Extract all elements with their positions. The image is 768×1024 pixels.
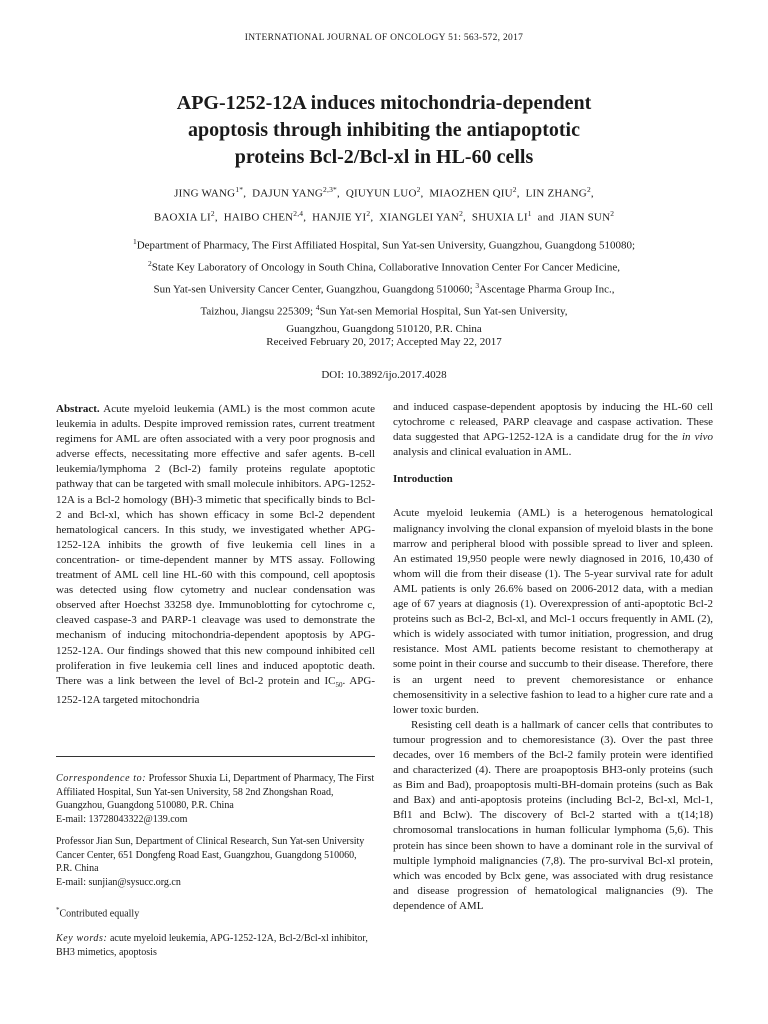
author-affil-mark: 2 — [610, 208, 615, 218]
author: QIUYUN LUO — [345, 187, 417, 200]
affil-mark: 3 — [475, 280, 480, 290]
title-line: APG-1252-12A induces mitochondria-dependent — [176, 92, 592, 114]
contribution-note — [56, 904, 375, 921]
author-affil-mark: 2 — [416, 185, 421, 194]
affiliation-line — [60, 277, 708, 299]
doi[interactable]: DOI: 10.3892/ijo.2017.4028 — [321, 369, 447, 381]
keywords-label: Key words: — [56, 933, 108, 944]
abstract-cont-b: analysis and clinical evaluation in AML. — [393, 446, 572, 459]
affiliation-text: Guangzhou, Guangdong 510120, P.R. China — [286, 323, 482, 336]
contrib-mark: * — [56, 906, 60, 914]
title-line: proteins Bcl-2/Bcl-xl in HL-60 cells — [234, 146, 534, 168]
author: JING WANG — [174, 187, 236, 200]
abstract-text: Acute myeloid leukemia (AML) is the most common acute leukemia in adults. Despite improved remission rates, current treatment regimens for AML are often associated with a very poor prognosis and adverse effects, necessitating more effective and safer agents. B-cell leukemia/lymphoma 2 (Bcl-2) family proteins regulate apoptotic pathway that can be targeted with small molecule inhibitors. APG-1252-12A is a Bcl-2 homology (BH)-3 mimetic that specifically binds to Bcl-2 and Bcl-xl, which has shown efficacy in some Bcl-2 dependent hematological cancers. In this study, we investigated whether APG-1252-12A inhibits the growth of five leukemia cell lines in a concentration- or time-dependent manner by MTS assay. Following treatment of AML cell line HL-60 with this compound, cell apoptosis was detected using flow cytometry and nuclear condensation was observed after Hoechst 33258 dye. Immunoblotting for cytochrome c, cleaved caspase-3 and PARP-1 cleavage was used to demonstrate the mechanism of inducing mitochondria-dependent apoptosis by APG-1252-12A. Our findings showed that this new compound inhibited cell proliferation in five leukemia cell lines and induced apoptotic death. There was a link between the level of Bcl-2 protein and IC — [56, 403, 375, 687]
intro-paragraph-1: Acute myeloid leukemia (AML) is a heterogenous hematological malignancy involving the clonal expansion of myeloid blasts in the bone marrow and peripheral blood with possible spread to liver and spleen. An estimated 19,950 people were newly diagnosed in 2016, 10,430 of whom will die from their disease (1). The 5-year survival rate for adult AML patients is only 26.6% based on 2006-2012 data, with a median age of 67 years at diagnosis (1). Overexpression of anti-apoptotic Bcl-2 proteins such as Bcl-2, Bcl-xl, and Mcl-1 occurs frequently in AML (2), which is widely associated with tumor initiation, progression, and drug resistance. Most AML patients become resistant to chemotherapy at some point in their course and succumb to their disease. Therefore, there is an urgent need to prevent chemoresistance or enhance chemosensitivity in a selective fashion to lead to a higher cure rate and a lower toxic burden. — [393, 507, 713, 716]
contribution-text — [56, 904, 375, 921]
title-line: apoptosis through inhibiting the antiapoptotic — [188, 119, 580, 141]
affiliation-text: Ascentage Pharma Group Inc., — [479, 283, 615, 296]
contrib-label: Contributed equally — [59, 908, 140, 920]
author: HANJIE YI — [312, 211, 367, 224]
author-list — [84, 180, 684, 227]
author: XIANGLEI YAN — [379, 211, 460, 224]
author: HAIBO CHEN — [223, 211, 294, 224]
author: SHUXIA LI — [471, 211, 528, 224]
author-conjunction: and — [537, 211, 555, 224]
author: MIAOZHEN QIU — [429, 187, 513, 200]
correspondence2-address: Professor Jian Sun, Department of Clinical Research, Sun Yat-sen University Cancer Center, 651 Dongfeng Road East, Guangzhou, Guangdong 510060, P.R. China — [56, 836, 365, 875]
author-affil-mark: 1 — [527, 208, 532, 218]
author: DAJUN YANG — [252, 187, 324, 200]
journal-header: INTERNATIONAL JOURNAL OF ONCOLOGY 51: 563-572, 2017 — [244, 33, 524, 43]
abstract-continuation — [393, 400, 713, 460]
author-affil-mark: 2 — [210, 208, 215, 218]
author-affil-mark: 2 — [512, 185, 517, 194]
keywords-note — [56, 932, 375, 959]
affiliation-text: Sun Yat-sen University Cancer Center, Guangzhou, Guangdong 510060; — [153, 283, 476, 296]
correspondence-label: Correspondence to: — [56, 773, 147, 784]
author-line: JING $WANG^{1*}$, DAJUN $YANG^{2,3*}$, QIUYUN LUO$^2$, MIAOZHEN QIU$^2$, LIN ZHANG$^2$, — [174, 185, 594, 200]
affiliation-text: State Key Laboratory of Oncology in South China, Collaborative Innovation Center For Cancer Medicine, — [151, 261, 621, 274]
correspondence-text — [56, 772, 375, 813]
affiliation-line — [60, 299, 708, 321]
author-affil-mark: 2 — [586, 185, 591, 194]
author-affil-mark: 2 — [459, 208, 464, 218]
author-affil-mark: 2,4 — [293, 208, 304, 218]
author-affil-mark: 2 — [366, 208, 371, 218]
correspondence2-email[interactable]: E-mail: sunjian@sysucc.org.cn — [56, 876, 181, 888]
affiliation-line — [60, 255, 708, 277]
keywords-list: acute myeloid leukemia, APG-1252-12A, Bcl-2/Bcl-xl inhibitor, BH3 mimetics, apoptosis — [56, 933, 368, 958]
intro-paragraph-2: Resisting cell death is a hallmark of cancer cells that contributes to tumour progression and to chemoresistance (3). Over the past three decades, over 16 members of the Bcl-2 family protein were identified and characterized (4). There are proapoptosis BH3-only proteins (such as Bim and Bad), proapoptosis multi-BH-domain proteins (such as Bak and Bax) and anti-apoptosis proteins (including Bcl-2, Bcl-xl, Mcl-1, Bfl1 and Bclw). The discovery of Bcl-2 started with a t(14;18) chromosomal translocations in human follicular lymphoma (5,6). This protein has since been shown to have a dominant role in the survival of multiple lymphoid malignancies (7,8). The pro-survival Bcl-xl protein, which was encoded by Bclx gene, was associated with drug resistance and disease progression of hematological malignancies (9). The dependence of AML — [393, 718, 713, 912]
ic50-subscript: 50 — [335, 680, 343, 689]
author-affil-mark: 1* — [235, 185, 244, 194]
correspondence-email[interactable]: E-mail: 13728043322@139.com — [56, 813, 188, 825]
author-affil-mark: 2,3* — [323, 185, 337, 194]
footnote-divider — [56, 756, 375, 757]
author: LIN ZHANG — [525, 187, 587, 200]
author-line: BAOXIA $LI^2$, HAIBO CHEN$^{2,4}$, HANJIE $YI^2$, XIANGLEI YAN$^2$, SHUXIA $LI^1$ and JIAN SUN$^2$ — [153, 208, 615, 224]
author: BAOXIA LI — [153, 211, 211, 224]
right-column — [393, 400, 713, 914]
received-dates: Received February 20, 2017; Accepted May 22, 2017 — [266, 336, 502, 348]
left-column — [56, 402, 375, 708]
abstract-cont-a: and induced caspase-dependent apoptosis by inducing the HL-60 cell cytochrome c released, PARP cleavage and caspase activation. These data suggested that APG-1252-12A is a candidate drug for the — [393, 401, 713, 444]
affiliation-text: Taizhou, Jiangsu 225309; — [200, 305, 316, 318]
abstract-cont-italic: in vivo — [682, 431, 713, 444]
affil-mark: 2 — [147, 258, 152, 268]
keywords-text — [56, 932, 375, 959]
correspondence-note — [56, 772, 375, 826]
affil-mark: 4 — [315, 302, 320, 312]
affiliations — [60, 233, 708, 339]
correspondence-address: Professor Shuxia Li, Department of Pharmacy, The First Affiliated Hospital, Sun Yat-sen University, 58 2nd Zhongshan Road, Guangzhou, Guangdong 510080, P.R. China — [56, 773, 375, 812]
intro-heading: Introduction — [393, 473, 453, 486]
author: JIAN SUN — [560, 211, 611, 224]
article-title — [84, 90, 684, 171]
affil-mark: 1 — [132, 237, 137, 246]
affiliation-line — [60, 233, 708, 255]
abstract-text-end: . APG-1252-12A targeted mitochondria — [56, 674, 376, 706]
abstract-heading: Abstract. — [56, 403, 100, 415]
abstract-paragraph — [56, 402, 375, 708]
correspondence-note-2 — [56, 835, 375, 889]
affiliation-text: Sun Yat-sen Memorial Hospital, Sun Yat-sen University, — [319, 305, 568, 318]
affiliation-text: Department of Pharmacy, The First Affiliated Hospital, Sun Yat-sen University, Guangzhou, Guangdong 510080; — [136, 239, 636, 252]
